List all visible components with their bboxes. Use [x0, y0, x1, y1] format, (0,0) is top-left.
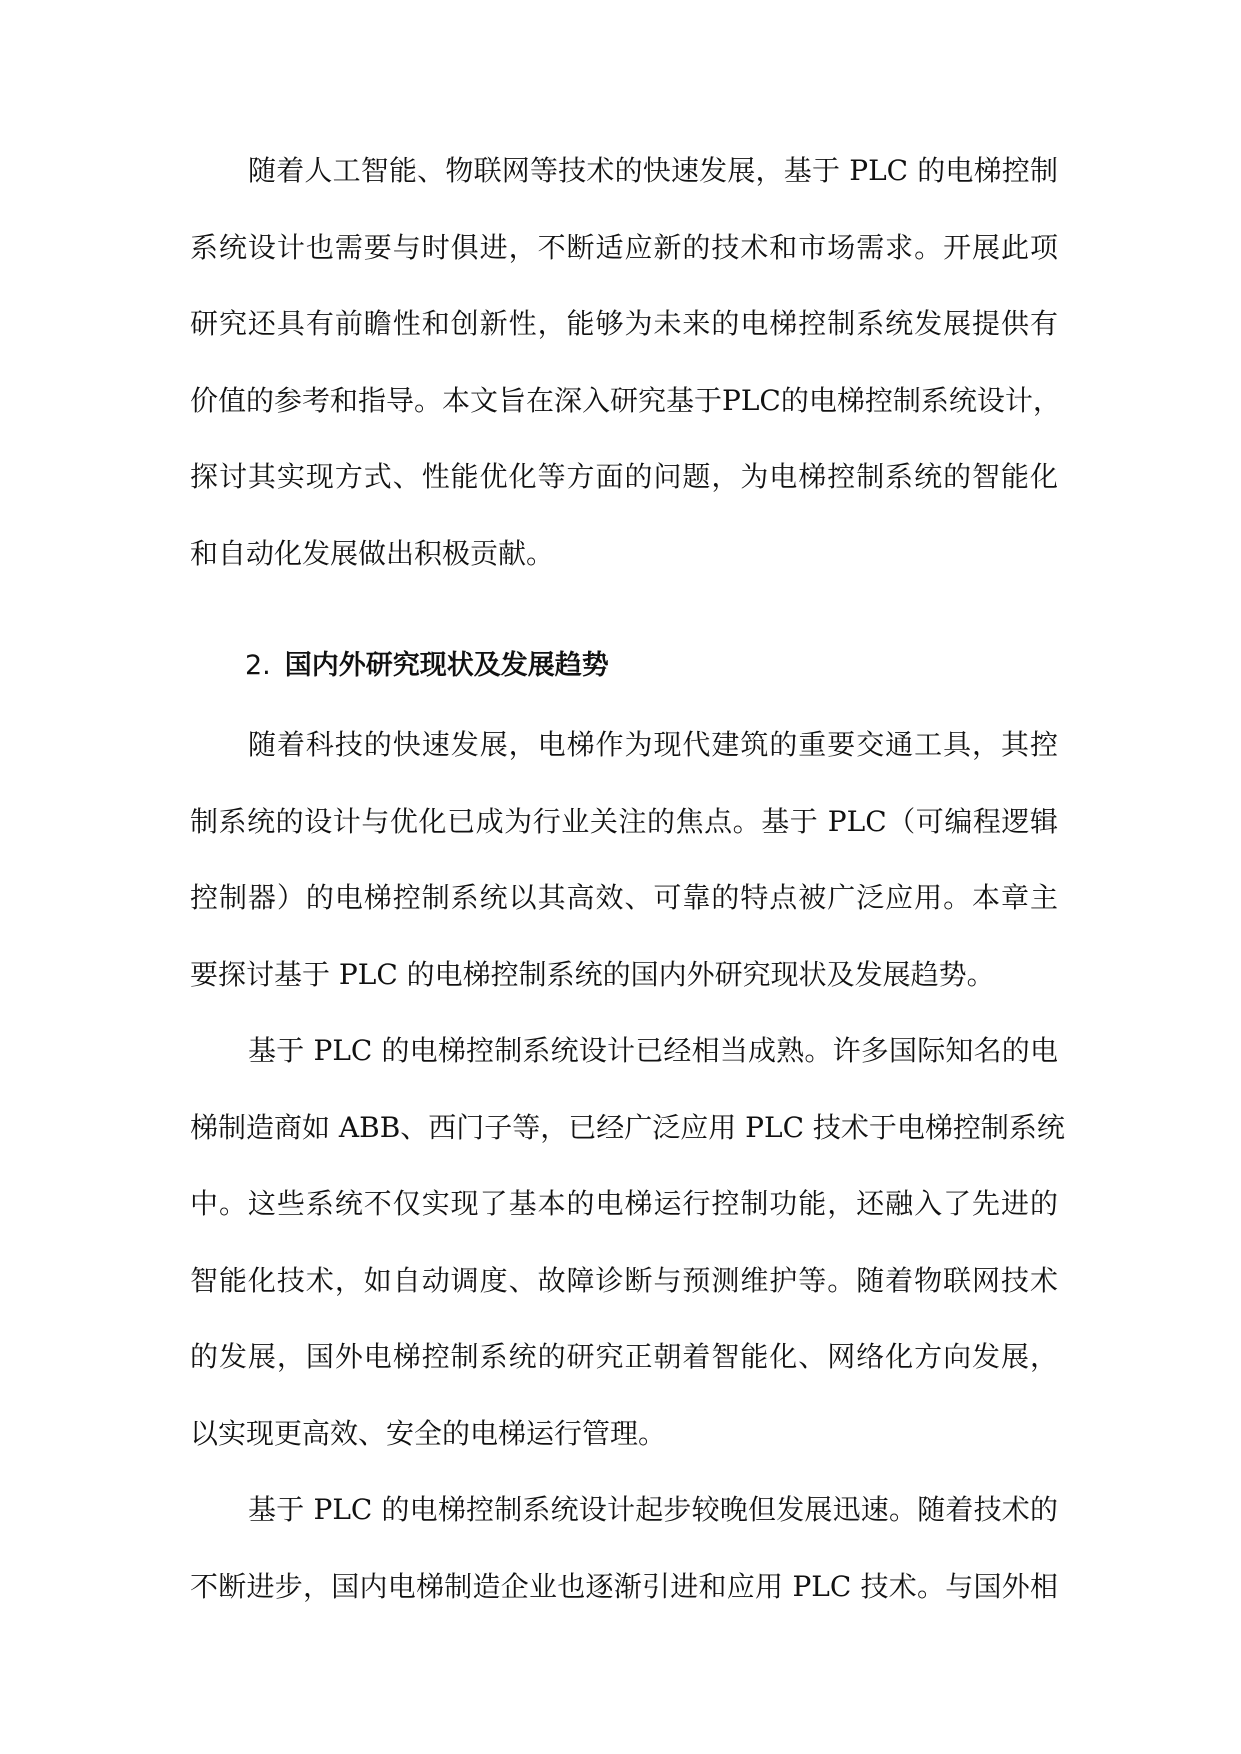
paragraph-foreign-status — [190, 1013, 1065, 1472]
text-line: 以实现更高效、安全的电梯运行管理。 — [190, 1416, 667, 1450]
text-line: 探讨其实现方式、性能优化等方面的问题，为电梯控制系统的智能化 — [190, 460, 1058, 493]
text-line: 研究还具有前瞻性和创新性，能够为未来的电梯控制系统发展提供有 — [190, 307, 1058, 340]
section-heading — [190, 628, 1058, 704]
text-line: 制系统的设计与优化已成为行业关注的焦点。基于 PLC（可编程逻辑 — [190, 804, 1058, 838]
text-line: 和自动化发展做出积极贡献。 — [190, 536, 555, 570]
text-line: 要探讨基于 PLC 的电梯控制系统的国内外研究现状及发展趋势。 — [190, 957, 995, 991]
text-line: 随着科技的快速发展，电梯作为现代建筑的重要交通工具，其控 — [248, 728, 1058, 761]
text-line: 中。这些系统不仅实现了基本的电梯运行控制功能，还融入了先进的 — [190, 1187, 1058, 1220]
text-line: 基于 PLC 的电梯控制系统设计起步较晚但发展迅速。随着技术的 — [248, 1493, 1058, 1526]
text-line: 不断进步，国内电梯制造企业也逐渐引进和应用 PLC 技术。与国外相 — [190, 1569, 1058, 1603]
text-line: 系统设计也需要与时俱进，不断适应新的技术和市场需求。开展此项 — [190, 230, 1058, 264]
paragraph-overview — [190, 707, 1058, 1013]
text-line: 智能化技术，如自动调度、故障诊断与预测维护等。随着物联网技术 — [190, 1263, 1058, 1297]
text-line: 基于 PLC 的电梯控制系统设计已经相当成熟。许多国际知名的电 — [248, 1034, 1058, 1067]
text-line: 的发展，国外电梯控制系统的研究正朝着智能化、网络化方向发展， — [190, 1340, 1058, 1373]
text-line: 随着人工智能、物联网等技术的快速发展，基于 PLC 的电梯控制 — [248, 154, 1058, 187]
text-line: 控制器）的电梯控制系统以其高效、可靠的特点被广泛应用。本章主 — [190, 881, 1058, 914]
document-body — [190, 133, 1065, 1625]
text-line: 价值的参考和指导。本文旨在深入研究基于PLC的电梯控制系统设计， — [190, 383, 1061, 417]
paragraph-domestic-status — [190, 1472, 1058, 1625]
section-title: 国内外研究现状及发展趋势 — [284, 650, 609, 681]
paragraph-intro — [190, 133, 1061, 592]
text-line: 梯制造商如 ABB、西门子等，已经广泛应用 PLC 技术于电梯控制系统 — [190, 1110, 1065, 1144]
section-number: 2. — [245, 650, 271, 681]
